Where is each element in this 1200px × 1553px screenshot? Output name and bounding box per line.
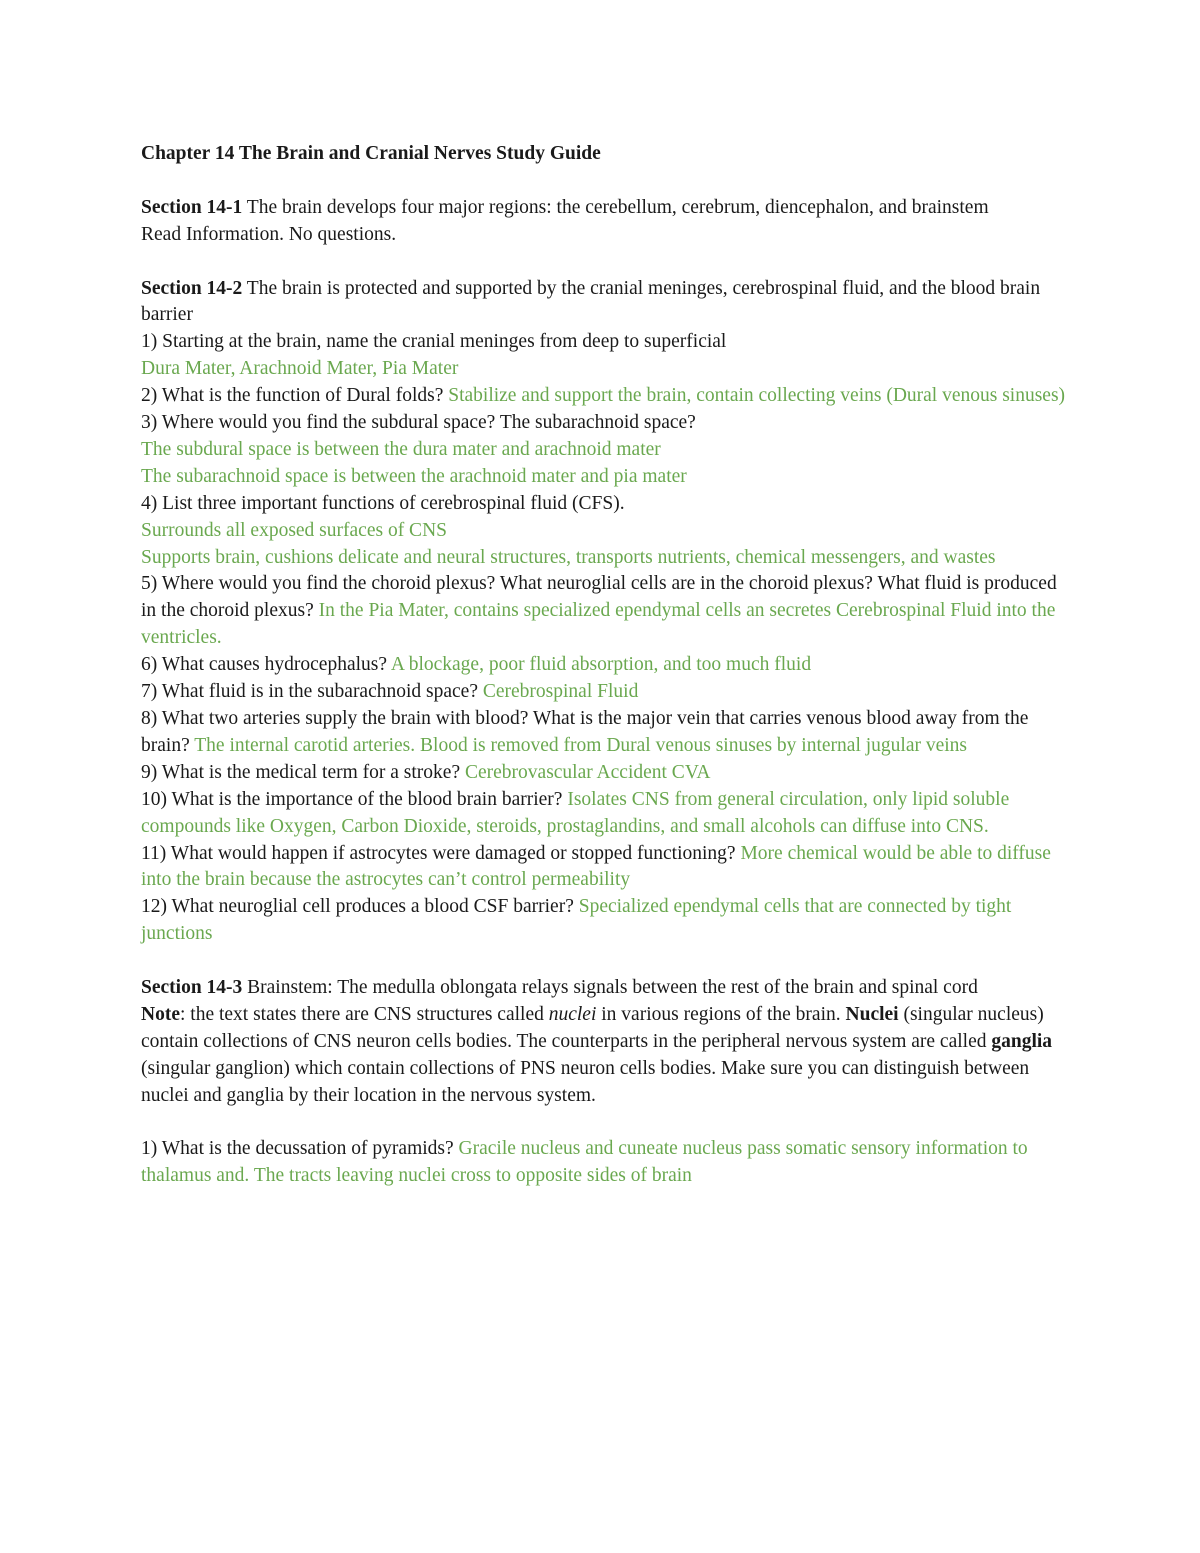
answer-text: Stabilize and support the brain, contain collecting veins (Dural venous sinuses)	[448, 385, 1066, 407]
question-text: 7) What fluid is in the subarachnoid space?	[141, 681, 483, 703]
question-text: 12) What neuroglial cell produces a blood CSF barrier?	[141, 896, 579, 918]
question-4: 4) List three important functions of cerebrospinal fluid (CFS).	[141, 492, 625, 514]
answer-3b: The subarachnoid space is between the arachnoid mater and pia mater	[141, 465, 687, 487]
answer-text: Cerebrovascular Accident CVA	[464, 761, 711, 783]
answer-text: Cerebrospinal Fluid	[482, 681, 639, 703]
answer-text: Isolates CNS from general circulation, only lipid soluble compounds like Oxygen, Carbon Dioxide, steroids, prostaglandins, and small alcohols can diffuse into CNS.	[141, 788, 1010, 837]
answer-text: A blockage, poor fluid absorption, and too much fluid	[390, 654, 812, 676]
answer-4a: Surrounds all exposed surfaces of CNS	[141, 519, 447, 541]
note-text: (singular ganglion) which contain collections of PNS neuron cells bodies. Make sure you can distinguish between nuclei and ganglia by their location in the nervous system.	[141, 1057, 1030, 1106]
question-14-3-1	[141, 1136, 1071, 1190]
question-5	[141, 571, 1071, 652]
spacer	[141, 1110, 1071, 1137]
note-bold-term: ganglia	[991, 1030, 1053, 1052]
question-text: 10) What is the importance of the blood brain barrier?	[141, 788, 568, 810]
question-12	[141, 894, 1071, 948]
section-text: The brain develops four major regions: the cerebellum, cerebrum, diencephalon, and brainstem	[242, 196, 989, 218]
question-text: 8) What two arteries supply the brain with blood? What is the major vein that carries venous blood away from the brain?	[141, 708, 1029, 756]
spacer	[141, 249, 1071, 276]
answer-text: The internal carotid arteries. Blood is removed from Dural venous sinuses by internal jugular veins	[194, 734, 968, 756]
question-1: 1) Starting at the brain, name the cranial meninges from deep to superficial	[141, 331, 727, 353]
document-page	[141, 141, 1071, 1190]
section-label: Section 14-2	[141, 277, 243, 299]
section-14-3-note	[141, 1002, 1071, 1110]
answer-text: More chemical would be able to diffuse into the brain because the astrocytes can’t control permeability	[141, 842, 1051, 891]
spacer	[141, 948, 1071, 975]
answer-text: In the Pia Mater, contains specialized ependymal cells an secretes Cerebrospinal Fluid into the ventricles.	[141, 600, 1056, 649]
question-text: 11) What would happen if astrocytes were damaged or stopped functioning?	[141, 842, 741, 864]
question-9	[141, 760, 1071, 787]
section-text: Brainstem: The medulla oblongata relays signals between the rest of the brain and spinal cord	[242, 977, 978, 999]
answer-3a: The subdural space is between the dura mater and arachnoid mater	[141, 438, 661, 460]
note-text: : the text states there are CNS structures called	[179, 1003, 549, 1025]
question-3: 3) Where would you find the subdural space? The subarachnoid space?	[141, 412, 696, 434]
note-text: in various regions of the brain.	[596, 1003, 846, 1025]
note-italic-term: nuclei	[548, 1003, 597, 1025]
question-10	[141, 787, 1071, 841]
question-text: 9) What is the medical term for a stroke?	[141, 761, 465, 783]
question-text: 2) What is the function of Dural folds?	[141, 385, 449, 407]
answer-1: Dura Mater, Arachnoid Mater, Pia Mater	[141, 358, 459, 380]
section-14-1-note: Read Information. No questions.	[141, 223, 397, 245]
question-6	[141, 652, 1071, 679]
section-14-2-heading	[141, 276, 1071, 330]
question-text: 1) What is the decussation of pyramids?	[141, 1138, 459, 1160]
note-text: (singular nucleus) contain collections of CNS neuron cells bodies. The counterparts in the peripheral nervous system are called	[141, 1003, 1044, 1052]
question-11	[141, 841, 1071, 895]
section-14-1-heading	[141, 195, 1071, 222]
section-label: Section 14-3	[141, 977, 243, 999]
note-bold-term: Nuclei	[845, 1003, 899, 1025]
answer-text: Gracile nucleus and cuneate nucleus pass somatic sensory information to thalamus and. The tracts leaving nuclei cross to opposite sides of brain	[141, 1138, 1028, 1187]
answer-4b: Supports brain, cushions delicate and neural structures, transports nutrients, chemical messengers, and wastes	[141, 546, 996, 568]
section-text: The brain is protected and supported by the cranial meninges, cerebrospinal fluid, and the blood brain barrier	[141, 277, 1041, 326]
question-7	[141, 679, 1071, 706]
answer-text: Specialized ependymal cells that are connected by tight junctions	[141, 896, 1012, 945]
page-title: Chapter 14 The Brain and Cranial Nerves Study Guide	[141, 143, 601, 164]
note-label: Note	[141, 1003, 180, 1025]
question-text: 6) What causes hydrocephalus?	[141, 654, 391, 676]
question-2	[141, 383, 1071, 410]
question-text: 5) Where would you find the choroid plexus? What neuroglial cells are in the choroid plexus? What fluid is produced in the choroid plexus?	[141, 573, 1057, 622]
section-label: Section 14-1	[141, 196, 243, 218]
spacer	[141, 168, 1071, 195]
section-14-3-heading	[141, 975, 1071, 1002]
question-8	[141, 706, 1071, 760]
